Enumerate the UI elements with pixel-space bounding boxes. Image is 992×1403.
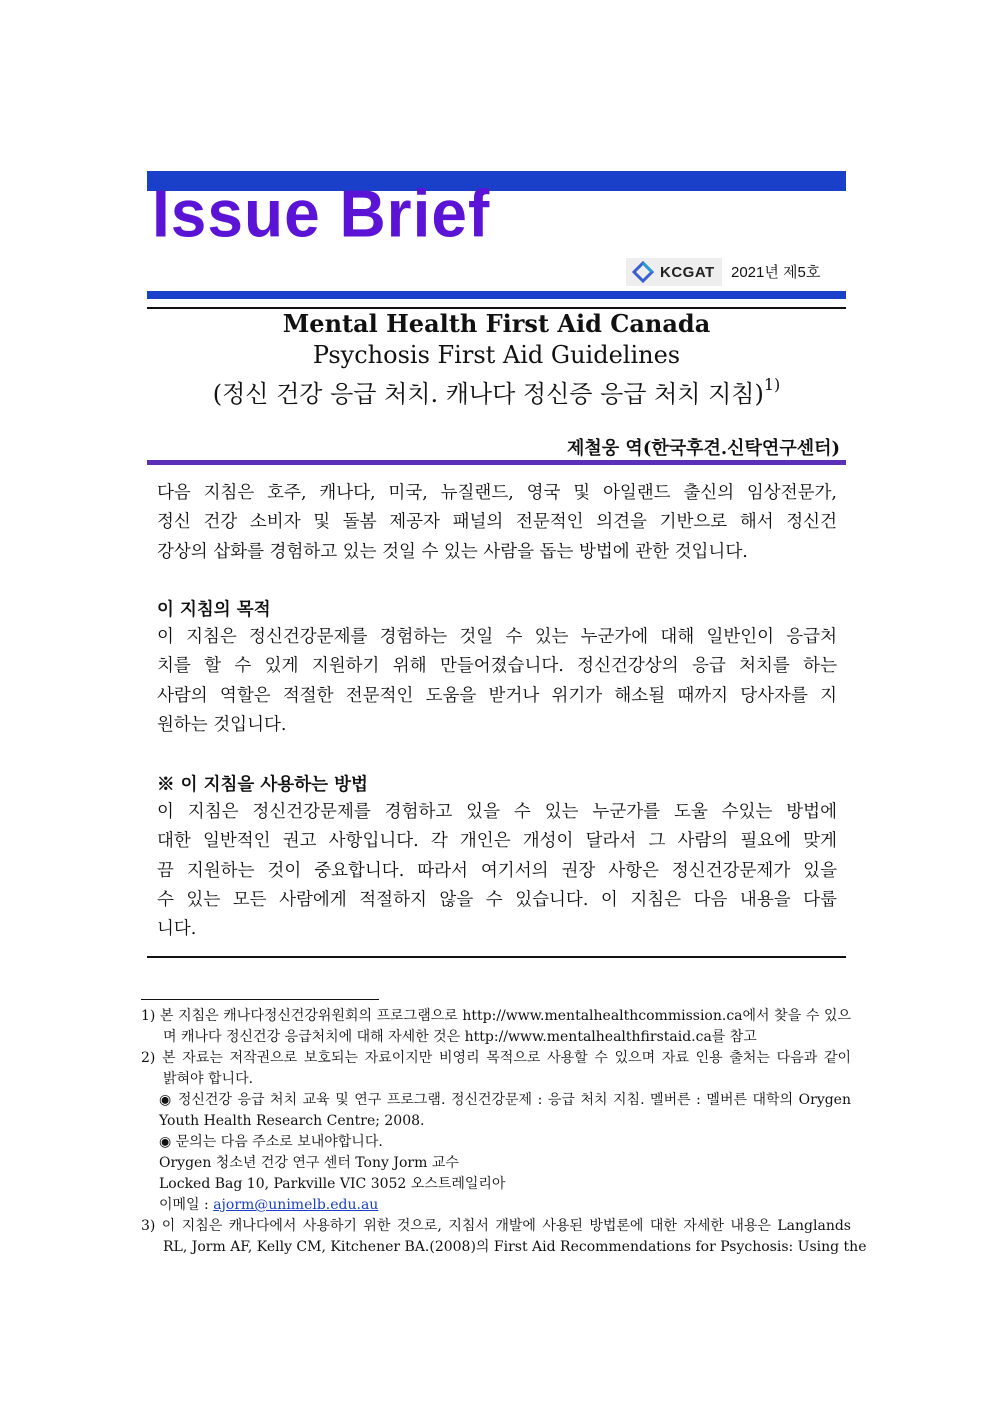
- footnote-3-line-1: 3) 이 지침은 캐나다에서 사용하기 위한 것으로, 지침서 개발에 사용된 방법론에 대한 자세한 내용은 Langlands: [141, 1218, 851, 1234]
- intro-line: 강상의 삽화를 경험하고 있는 것일 수 있는 사람을 돕는 방법에 관한 것입니다.: [157, 541, 748, 562]
- kcgat-logo: [626, 258, 722, 286]
- issue-number: 2021년 제5호: [731, 264, 821, 281]
- email-link[interactable]: ajorm@unimelb.edu.au: [213, 1197, 379, 1213]
- footnote-2-citation-end: Youth Health Research Centre; 2008.: [159, 1113, 425, 1129]
- footnote-2-email-row: [141, 1195, 851, 1216]
- purpose-line: 이 지침은 정신건강문제를 경험하는 것일 수 있는 누군가에 대해 일반인이 응급처: [157, 627, 837, 647]
- usage-line: 대한 일반적인 권고 사항입니다. 각 개인은 개성이 달라서 그 사람의 필요에 맞게: [157, 831, 837, 852]
- title-line-2: Psychosis First Aid Guidelines: [312, 341, 681, 369]
- footnote-1-line-2: 며 캐나다 정신건강 응급처치에 대해 자세한 것은 http://www.mentalhealthfirstaid.ca를 참고: [163, 1029, 757, 1045]
- usage-line: 니다.: [157, 919, 197, 940]
- section-purpose-body: [157, 623, 837, 740]
- brand-title: Issue Brief: [152, 175, 491, 252]
- translator-rule: [147, 460, 846, 465]
- body-bottom-rule: [147, 956, 846, 958]
- footnotes: [141, 1006, 867, 1258]
- purpose-line: 사람의 역할은 적절한 전문적인 도움을 받거나 위기가 해소될 때까지 당사자를 지: [157, 685, 837, 706]
- purpose-line: 원하는 것입니다.: [157, 714, 287, 735]
- footnote-separator: [141, 999, 379, 1000]
- section-usage-body: [157, 798, 837, 944]
- section-usage-heading: ※ 이 지침을 사용하는 방법: [157, 775, 368, 795]
- logo-text: KCGAT: [660, 263, 715, 281]
- header-divider-blue: [147, 291, 846, 299]
- intro-line: 다음 지침은 호주, 캐나다, 미국, 뉴질랜드, 영국 및 아일랜드 출신의 임상전문가,: [157, 483, 837, 503]
- footnote-1-line-1: 1) 본 지침은 캐나다정신건강위원회의 프로그램으로 http://www.mentalhealthcommission.ca에서 찾을 수 있으: [141, 1008, 851, 1024]
- intro-paragraph: [157, 479, 837, 567]
- kcgat-diamond-icon: [632, 261, 654, 283]
- title-line-3: [147, 374, 846, 409]
- usage-line: 수 있는 모든 사람에게 적절하지 않을 수 있습니다. 이 지침은 다음 내용을 다룹: [157, 889, 837, 910]
- footnote-mark: 1): [763, 375, 781, 394]
- title-korean: (정신 건강 응급 처치. 캐나다 정신증 응급 처치 지침): [212, 380, 764, 408]
- footnote-2-line-2: 밝혀야 합니다.: [163, 1071, 254, 1087]
- usage-line: 이 지침은 정신건강문제를 경험하고 있을 수 있는 누군가를 도울 수있는 방법에: [157, 802, 837, 822]
- footnote-2-name: Orygen 청소년 건강 연구 센터 Tony Jorm 교수: [159, 1155, 459, 1171]
- footnote-2-line-1: 2) 본 자료는 저작권으로 보호되는 자료이지만 비영리 목적으로 사용할 수 있으며 자료 인용 출처는 다음과 같이: [141, 1050, 851, 1066]
- email-label: 이메일 :: [159, 1197, 214, 1213]
- footnote-2-address: Locked Bag 10, Parkville VIC 3052 오스트레일리아: [159, 1176, 506, 1192]
- translator: 제철웅 역(한국후견.신탁연구센터): [567, 438, 840, 459]
- intro-line: 정신 건강 소비자 및 돌봄 제공자 패널의 전문적인 의견을 기반으로 해서 정신건: [157, 512, 837, 533]
- footnote-2-contact: ◉ 문의는 다음 주소로 보내야합니다.: [159, 1134, 383, 1150]
- section-purpose-heading: 이 지침의 목적: [157, 600, 271, 620]
- purpose-line: 치를 할 수 있게 지원하기 위해 만들어졌습니다. 정신건강상의 응급 처치를 하는: [157, 656, 837, 677]
- usage-line: 끔 지원하는 것이 중요합니다. 따라서 여기서의 권장 사항은 정신건강문제가 있을: [157, 860, 837, 881]
- title-line-1: Mental Health First Aid Canada: [282, 309, 711, 338]
- footnote-3-line-2: RL, Jorm AF, Kelly CM, Kitchener BA.(2008)의 First Aid Recommendations for Psychosis: Using the: [163, 1239, 867, 1255]
- footnote-2-citation: ◉ 정신건강 응급 처치 교육 및 연구 프로그램. 정신건강문제 : 응급 처치 지침. 멜버른 : 멜버른 대학의 Orygen: [159, 1092, 851, 1108]
